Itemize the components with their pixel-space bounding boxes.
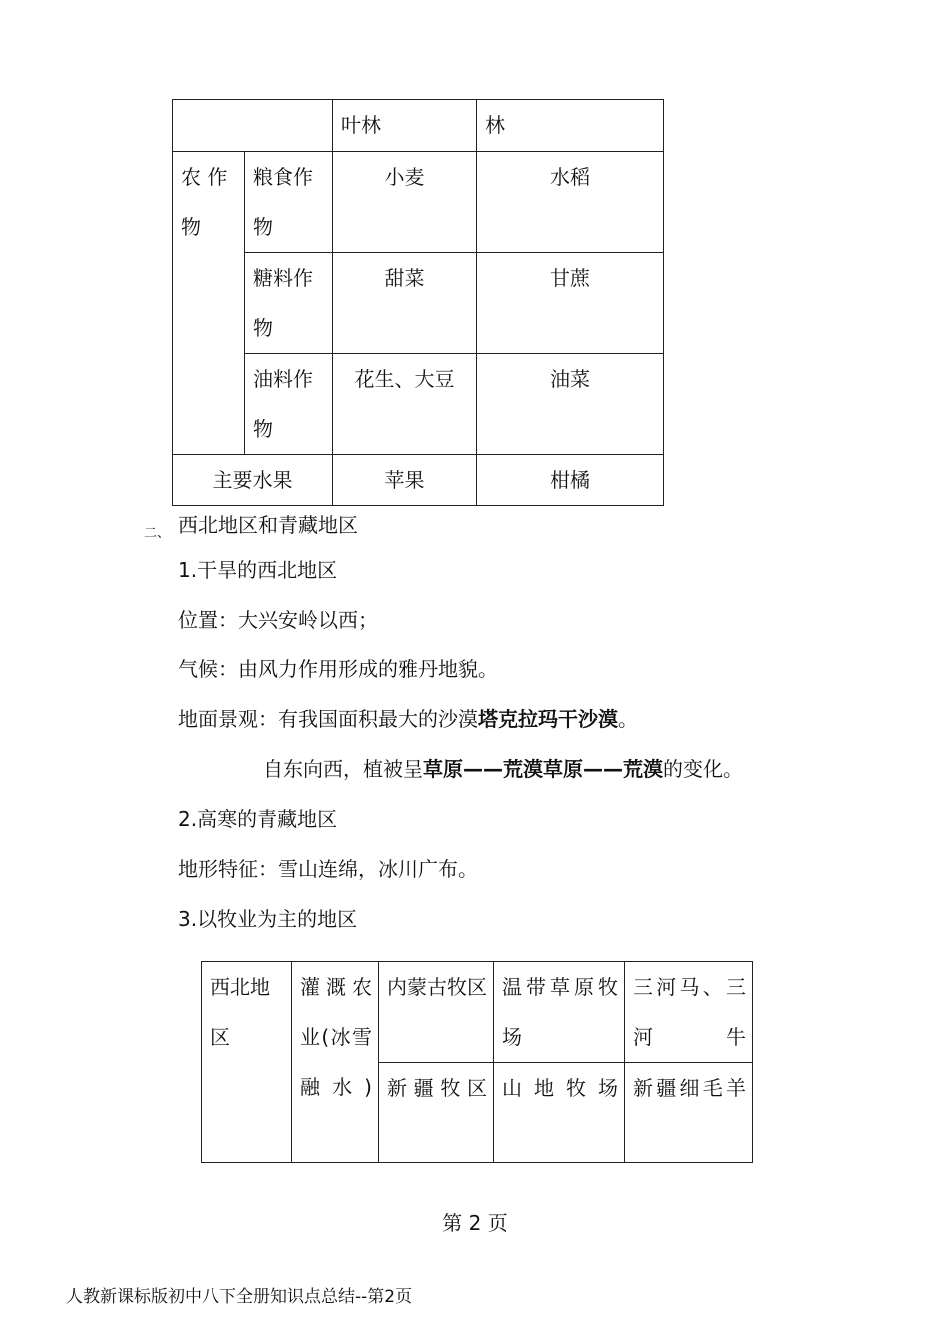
row-label-sugar: 糖料作物 <box>245 253 333 354</box>
area-cell-xinjiang: 新疆牧区 <box>379 1063 494 1163</box>
heading-qinghai-tibet: 2.高寒的青藏地区 <box>178 807 338 831</box>
page-number: 第 2 页 <box>442 1211 508 1235</box>
heading-northwest: 1.干旱的西北地区 <box>178 558 338 582</box>
cell-rapeseed: 油菜 <box>477 354 664 455</box>
section-number: 二、 <box>144 526 171 541</box>
landscape-text: 地面景观：有我国面积最大的沙漠 <box>178 707 478 731</box>
vegetation-sequence: 草原——荒漠草原——荒漠 <box>423 757 663 781</box>
vegetation-line <box>263 754 743 784</box>
header-north-cell: 叶林 <box>333 100 477 152</box>
heading-pastoral: 3.以牧业为主的地区 <box>178 907 358 931</box>
header-empty-cell <box>173 100 333 152</box>
cell-peanut-soy: 花生、大豆 <box>333 354 477 455</box>
vegetation-text: 自东向西，植被呈 <box>263 757 423 781</box>
crop-table <box>172 99 664 506</box>
row-label-fruit: 主要水果 <box>173 455 333 506</box>
breed-cell-sanhe: 三河马、三河牛 <box>625 962 753 1063</box>
region-cell: 西北地区 <box>202 962 292 1163</box>
terrain-line: 地形特征：雪山连绵，冰川广布。 <box>178 857 478 881</box>
pasture-table <box>201 961 753 1163</box>
row-label-grain: 粮食作物 <box>245 152 333 253</box>
type-cell-mountain: 山地牧场 <box>494 1063 625 1163</box>
cell-beet: 甜菜 <box>333 253 477 354</box>
group-label-cell: 农 作 物 <box>173 152 245 455</box>
cell-apple: 苹果 <box>333 455 477 506</box>
cell-rice: 水稻 <box>477 152 664 253</box>
section-title: 西北地区和青藏地区 <box>178 513 358 537</box>
cell-sugarcane: 甘蔗 <box>477 253 664 354</box>
cell-wheat: 小麦 <box>333 152 477 253</box>
row-label-oil: 油料作物 <box>245 354 333 455</box>
climate-line: 气候：由风力作用形成的雅丹地貌。 <box>178 657 498 681</box>
footer-text: 人教新课标版初中八下全册知识点总结--第2页 <box>66 1287 413 1307</box>
taklamakan-desert: 塔克拉玛干沙漠 <box>478 707 618 731</box>
breed-cell-xinjiang-sheep: 新疆细毛羊 <box>625 1063 753 1163</box>
vegetation-end: 的变化。 <box>663 757 743 781</box>
type-cell-temperate: 温带草原牧场 <box>494 962 625 1063</box>
cell-orange: 柑橘 <box>477 455 664 506</box>
agriculture-cell: 灌溉农业(冰雪融水) <box>292 962 379 1163</box>
location-line: 位置：大兴安岭以西； <box>178 608 378 632</box>
landscape-line <box>178 704 638 734</box>
landscape-end: 。 <box>618 707 638 731</box>
area-cell-inner-mongolia: 内蒙古牧区 <box>379 962 494 1063</box>
header-south-cell: 林 <box>477 100 664 152</box>
